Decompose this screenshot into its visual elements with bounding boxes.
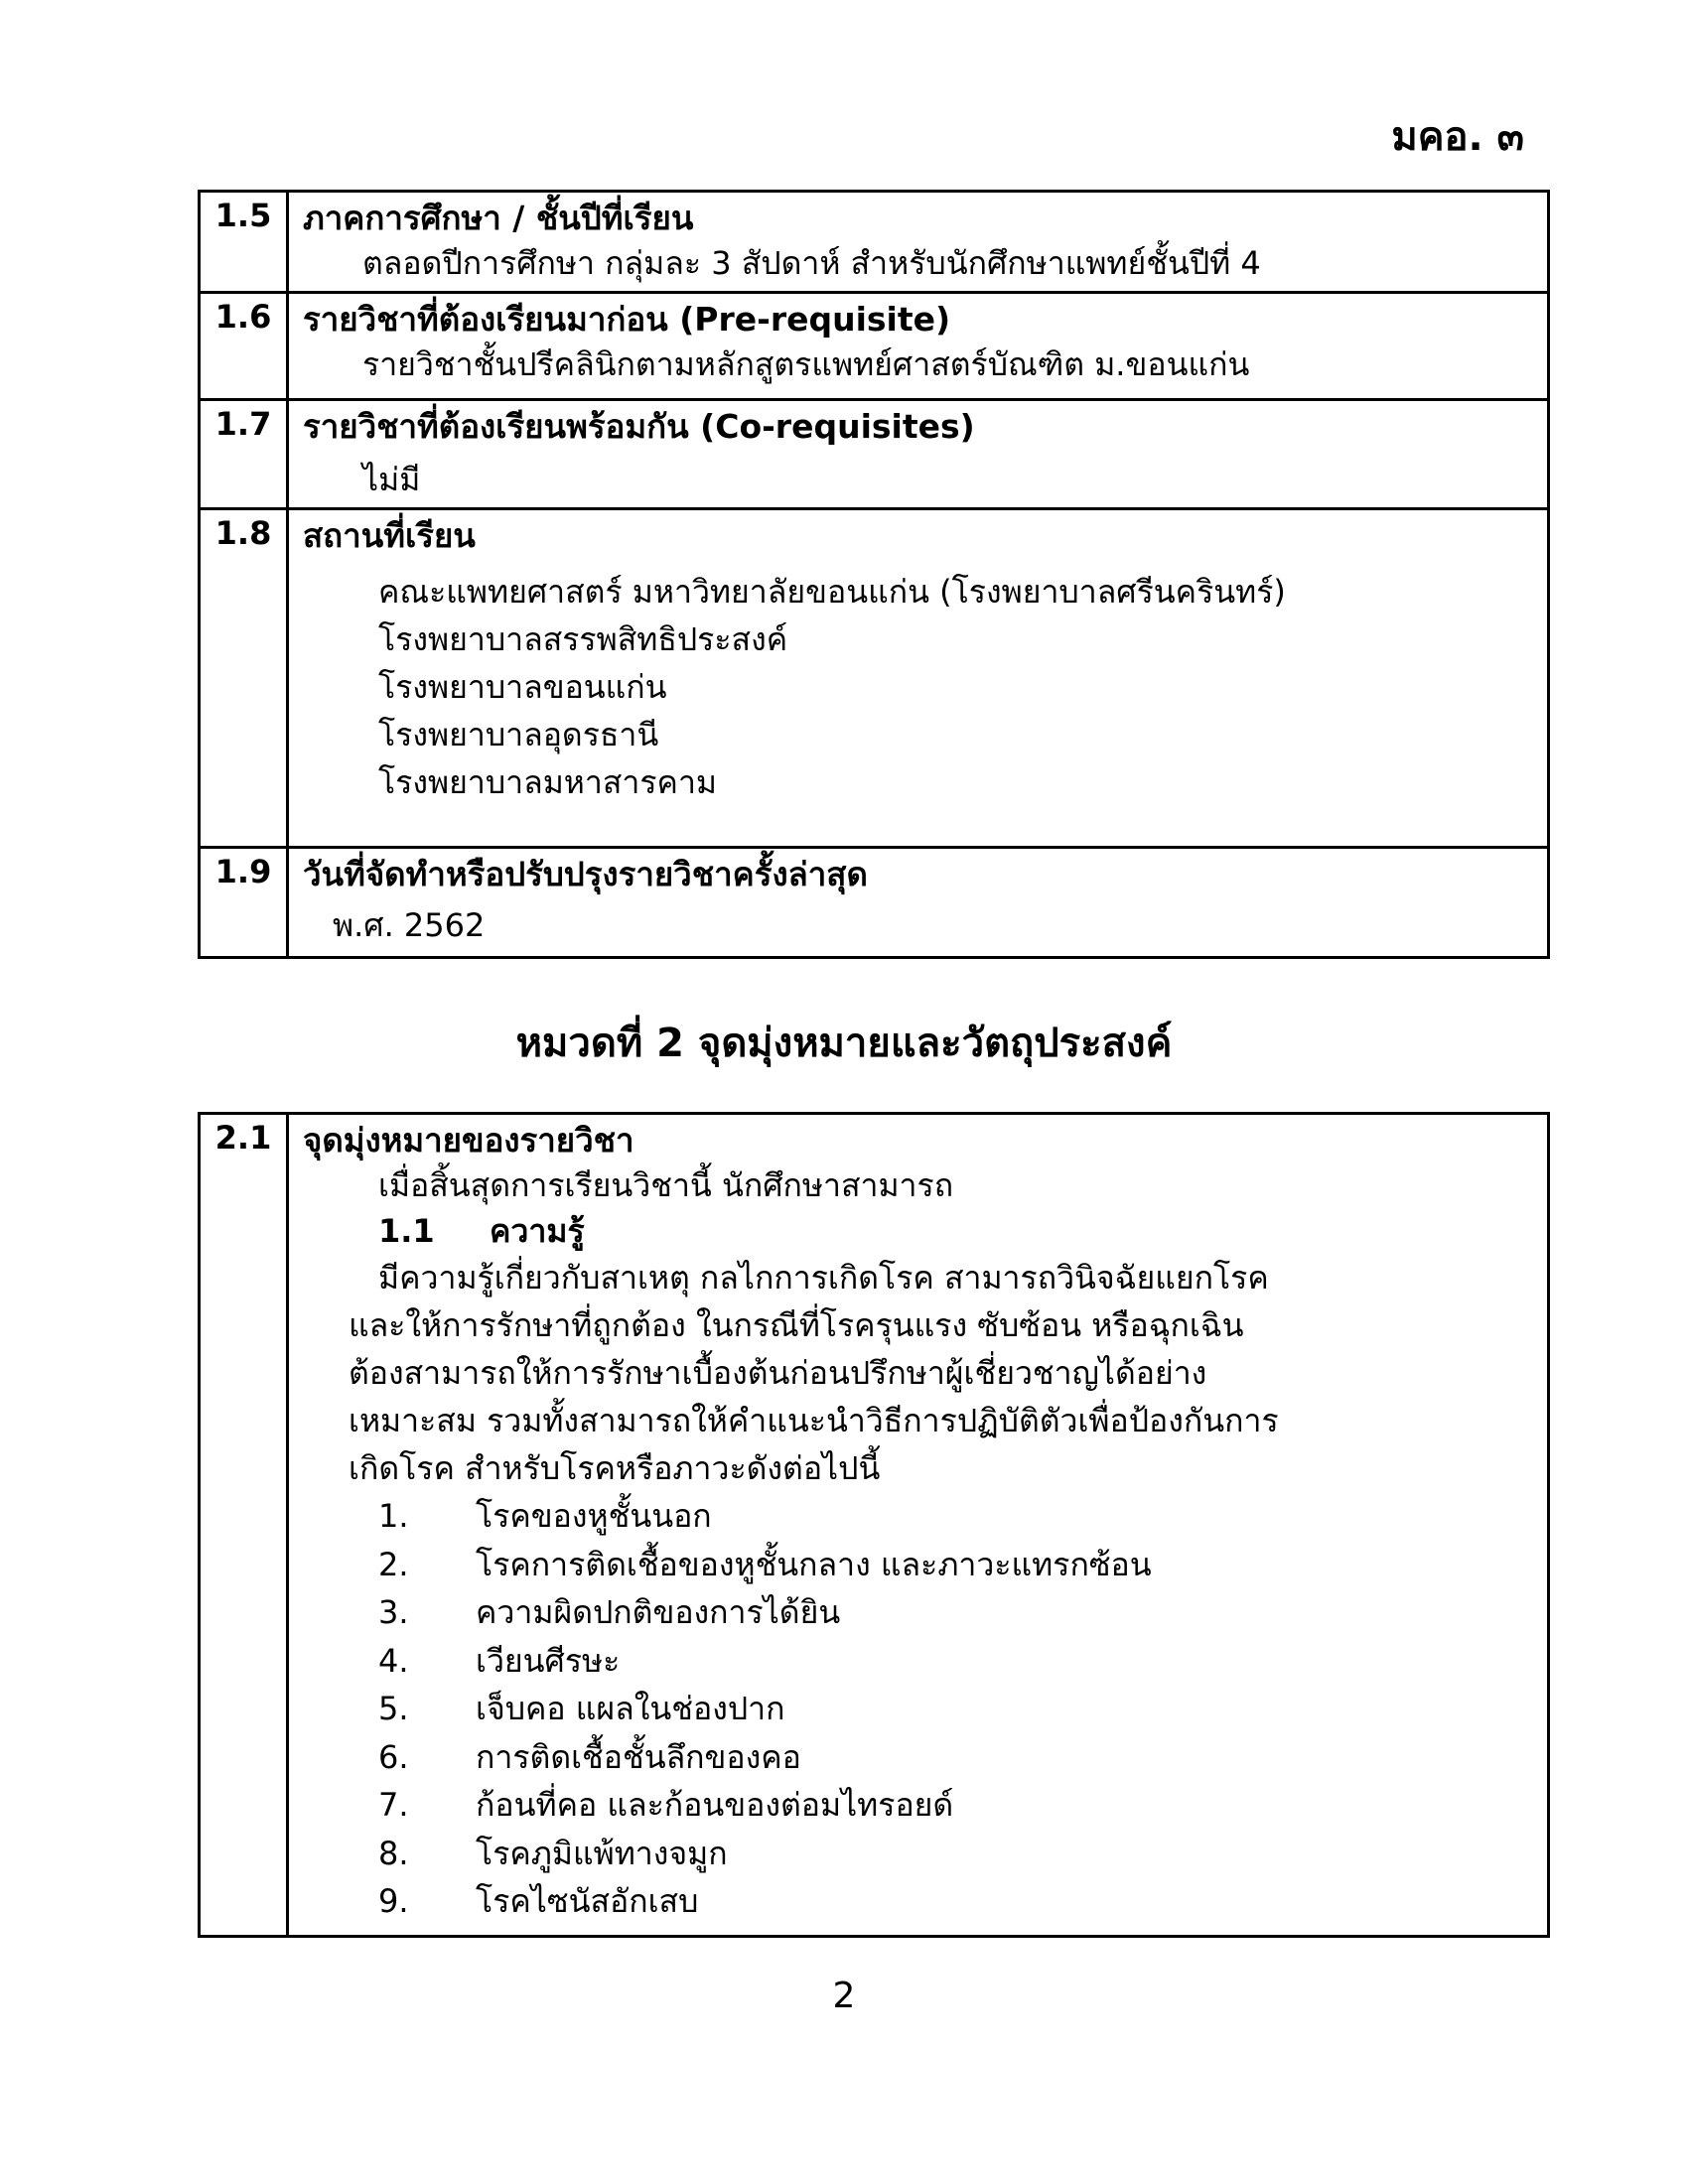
row-content	[288, 192, 1549, 293]
course-info-table	[198, 190, 1550, 959]
subsection-number: 1.1	[378, 1212, 435, 1250]
subsection-heading	[303, 1208, 1533, 1254]
list-item	[303, 1492, 1533, 1541]
disease-list	[303, 1492, 1533, 1926]
list-item-number: 8.	[378, 1834, 409, 1872]
list-item	[303, 1781, 1533, 1830]
paragraph-line: มีความรู้เกี่ยวกับสาเหตุ กลไกการเกิดโรค สามารถวินิจฉัยแยกโรค	[378, 1259, 1269, 1297]
list-item-text: เวียนศีรษะ	[476, 1641, 621, 1680]
intro-text: เมื่อสิ้นสุดการเรียนวิชานี้ นักศึกษาสามารถ	[378, 1166, 954, 1204]
table-row	[200, 400, 1549, 509]
row-text: ไม่มี	[362, 461, 421, 498]
list-item-number: 4.	[378, 1641, 409, 1680]
paragraph-line: และให้การรักษาที่ถูกต้อง ในกรณีที่โรครุนแรง ซับซ้อน หรือฉุกเฉิน	[349, 1306, 1244, 1344]
row-title: วันที่จัดทำหรือปรับปรุงรายวิชาครั้งล่าสุด	[303, 855, 868, 893]
table-row	[200, 1114, 1549, 1937]
row-title: รายวิชาที่ต้องเรียนมาก่อน (Pre-requisite)	[303, 300, 951, 339]
row-content	[288, 509, 1549, 848]
list-item	[303, 1541, 1533, 1589]
table-row	[200, 848, 1549, 958]
list-item-number: 5.	[378, 1690, 409, 1727]
row-number: 1.7	[200, 400, 288, 509]
row-number: 1.6	[200, 293, 288, 400]
table-row	[200, 192, 1549, 293]
list-item-number: 3.	[378, 1593, 409, 1631]
subsection-title: ความรู้	[490, 1212, 585, 1250]
list-item-text: โรคการติดเชื้อของหูชั้นกลาง และภาวะแทรกซ้อน	[476, 1545, 1152, 1583]
row-text: ตลอดปีการศึกษา กลุ่มละ 3 สัปดาห์ สำหรับนักศึกษาแพทย์ชั้นปีที่ 4	[362, 244, 1261, 282]
list-item-text: การติดเชื้อชั้นลึกของคอ	[476, 1737, 801, 1776]
row-title: ภาคการศึกษา / ชั้นปีที่เรียน	[303, 199, 694, 237]
list-item-text: โรคไซนัสอักเสบ	[476, 1882, 699, 1920]
paragraph-line: เหมาะสม รวมทั้งสามารถให้คำแนะนำวิธีการปฏิบัติตัวเพื่อป้องกันการ	[349, 1402, 1279, 1439]
row-content	[288, 1114, 1549, 1937]
paragraph-line: เกิดโรค สำหรับโรคหรือภาวะดังต่อไปนี้	[349, 1449, 881, 1487]
row-content	[288, 848, 1549, 958]
table-row	[200, 509, 1549, 848]
list-item	[303, 1830, 1533, 1878]
row-number: 1.8	[200, 509, 288, 848]
list-item-number: 9.	[378, 1882, 409, 1920]
row-title: สถานที่เรียน	[303, 516, 476, 555]
list-item-text: โรคภูมิแพ้ทางจมูก	[476, 1834, 728, 1872]
list-item-text: ก้อนที่คอ และก้อนของต่อมไทรอยด์	[476, 1786, 954, 1824]
location-item: โรงพยาบาลอุดรธานี	[378, 716, 659, 753]
row-title: รายวิชาที่ต้องเรียนพร้อมกัน (Co-requisites)	[303, 407, 975, 446]
row-text: รายวิชาชั้นปรีคลินิกตามหลักสูตรแพทย์ศาสตร์บัณฑิต ม.ขอนแก่น	[362, 345, 1250, 383]
list-item-number: 2.	[378, 1545, 409, 1583]
location-item: โรงพยาบาลมหาสารคาม	[378, 763, 718, 801]
list-item-text: โรคของหูชั้นนอก	[476, 1497, 712, 1535]
row-text: พ.ศ. 2562	[333, 906, 486, 944]
list-item-number: 6.	[378, 1737, 409, 1776]
objectives-table	[198, 1112, 1550, 1938]
list-item	[303, 1588, 1533, 1637]
location-item: โรงพยาบาลขอนแก่น	[378, 668, 667, 706]
objective-paragraph	[303, 1254, 1533, 1492]
row-number: 1.9	[200, 848, 288, 958]
list-item	[303, 1733, 1533, 1782]
location-item: คณะแพทยศาสตร์ มหาวิทยาลัยขอนแก่น (โรงพยาบาลศรีนครินทร์)	[378, 573, 1286, 611]
list-item-text: เจ็บคอ แผลในช่องปาก	[476, 1690, 785, 1727]
location-item: โรงพยาบาลสรรพสิทธิประสงค์	[378, 620, 788, 658]
row-content	[288, 293, 1549, 400]
row-number: 2.1	[200, 1114, 288, 1937]
list-item-text: ความผิดปกติของการได้ยิน	[476, 1593, 841, 1631]
row-content	[288, 400, 1549, 509]
page-number: 2	[832, 1976, 856, 2016]
list-item	[303, 1637, 1533, 1686]
row-number: 1.5	[200, 192, 288, 293]
list-item	[303, 1685, 1533, 1733]
paragraph-line: ต้องสามารถให้การรักษาเบื้องต้นก่อนปรึกษาผู้เชี่ยวชาญได้อย่าง	[349, 1354, 1207, 1392]
document-code: มคอ. ๓	[1391, 114, 1524, 160]
table-row	[200, 293, 1549, 400]
list-item	[303, 1877, 1533, 1926]
section-heading: หมวดที่ 2 จุดมุ่งหมายและวัตถุประสงค์	[515, 1021, 1173, 1066]
list-item-number: 7.	[378, 1786, 409, 1824]
row-title: จุดมุ่งหมายของรายวิชา	[303, 1121, 634, 1160]
list-item-number: 1.	[378, 1497, 409, 1535]
